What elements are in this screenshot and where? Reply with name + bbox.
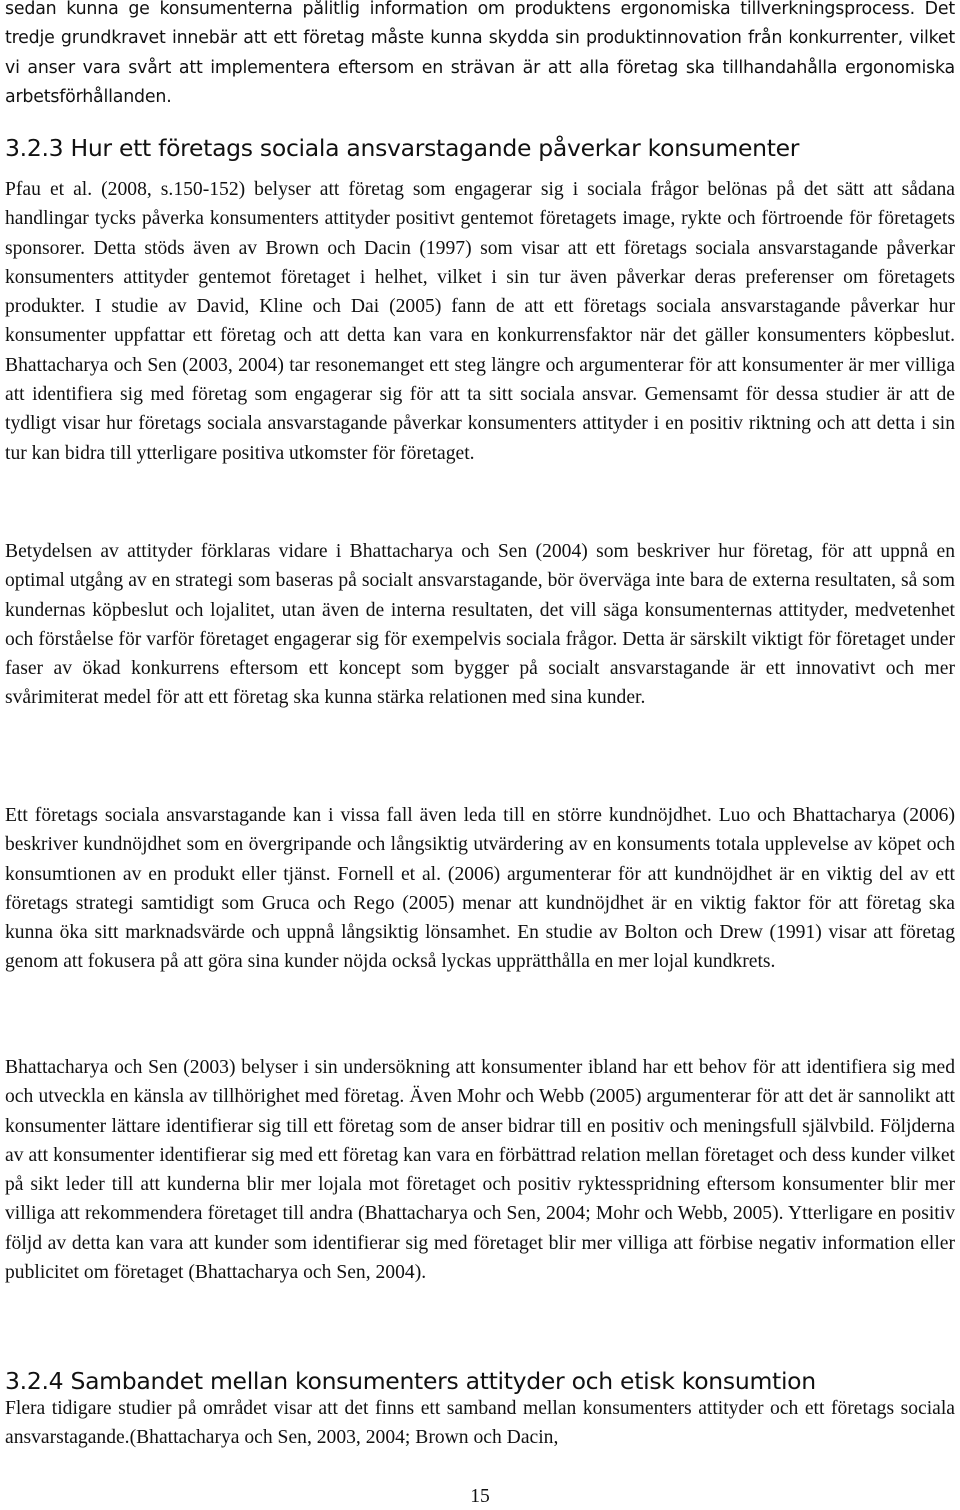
body-paragraph-1: Pfau et al. (2008, s.150-152) belyser att företag som engagerar sig i sociala frågor belönas på det sätt att sådana handlingar tycks påverka konsumenters attityder positivt gentemot företagets image, rykte och förtroende för företagets sponsorer. Detta stöds även av Brown och Dacin (1997) som visar att ett företags sociala ansvarstagande påverkar konsumenters attityder gentemot företaget i helhet, vilket i sin tur även påverkar deras preferenser om företagets produkter. I studie av David, Kline och Dai (2005) fann de att ett företags sociala ansvarstagande påverkar hur konsumenter uppfattar ett företag och att detta kan vara en konkurrensfaktor när det gäller konsumenters köpbeslut. Bhattacharya och Sen (2003, 2004) tar resonemanget ett steg längre och argumenterar för att konsumenter är mer villiga att identifiera sig med företag som engagerar sig för att ta sitt sociala ansvar. Gemensamt för dessa studier är att de tydligt visar hur företags sociala ansvarstagande påverkar konsumenters attityder i en positiv riktning och att detta i sin tur kan bidra till ytterligare positiva utkomster för företaget. [5,179,955,464]
page-number: 15 [470,1486,490,1507]
intro-paragraph: sedan kunna ge konsumenterna pålitlig information om produktens ergonomiska tillverkningsprocess. Det tredje grundkravet innebär att ett företag måste kunna skydda sin produktinnovation från konkurrenter, vilket vi anser vara svårt att implementera eftersom en strävan är att alla företag ska tillhandahålla ergonomiska arbetsförhållanden. [5,0,955,107]
body-paragraph-2: Betydelsen av attityder förklaras vidare i Bhattacharya och Sen (2004) som beskriver hur företag, för att uppnå en optimal utgång av en strategi som baseras på socialt ansvarstagande, bör överväga inte bara de externa resultaten, så som kundernas köpbeslut och lojalitet, utan även de interna resultaten, det vill säga konsumenternas attityder, medvetenhet och förståelse för varför företaget engagerar sig för exempelvis sociala frågor. Detta är särskilt viktigt för företaget under faser av ökad konkurrens eftersom ett koncept som bygger på socialt ansvarstagande är ett innovativt och mer svårimiterat medel för att ett företag ska kunna stärka relationen med sina kunder. [5,541,955,709]
body-paragraph-5: Flera tidigare studier på området visar att det finns ett samband mellan konsumenters attityder och ett företags sociala ansvarstagande.(Bhattacharya och Sen, 2003, 2004; Brown och Dacin, [5,1398,955,1449]
body-paragraph-3: Ett företags sociala ansvarstagande kan i vissa fall även leda till en större kundnöjdhet. Luo och Bhattacharya (2006) beskriver kundnöjdhet som en övergripande och långsiktig utvärdering av en konsuments totala upplevelse av köpet och konsumtionen av en produkt eller tjänst. Fornell et al. (2006) argumenterar för att kundnöjdhet är en viktig del av ett företags strategi samtidigt som Gruca och Rego (2005) menar att kundnöjdhet är en viktig faktor för att företag ska kunna öka sitt marknadsvärde och uppnå långsiktig lönsamhet. En studie av Bolton och Drew (1991) visar att företag genom att fokusera på att göra sina kunder nöjda också lyckas upprätthålla en mer lojal kundkrets. [5,805,955,973]
section-heading-3-2-4: 3.2.4 Sambandet mellan konsumenters attityder och etisk konsumtion [5,1367,816,1395]
body-paragraph-4: Bhattacharya och Sen (2003) belyser i sin undersökning att konsumenter ibland har ett behov för att identifiera sig med och utveckla en känsla av tillhörighet med företag. Även Mohr och Webb (2005) argumenterar för att det är sannolikt att konsumenter lättare identifierar sig till ett företag som de anser bidrar till en positiv och meningsfull självbild. Följderna av att konsumenter identifierar sig med ett företag kan vara en förbättrad relation mellan företaget och dess kunder vilket på sikt leder till att kunderna blir mer lojala mot företaget och positiv ryktesspridning eftersom konsumenter blir mer villiga att rekommendera företaget till andra (Bhattacharya och Sen, 2004; Mohr och Webb, 2005). Ytterligare en positiv följd av detta kan vara att kunder som identifierar sig med företaget blir mer villiga att förbise negativ information eller publicitet om företaget (Bhattacharya och Sen, 2004). [5,1057,955,1284]
section-heading-3-2-3: 3.2.3 Hur ett företags sociala ansvarstagande påverkar konsumenter [5,134,800,162]
